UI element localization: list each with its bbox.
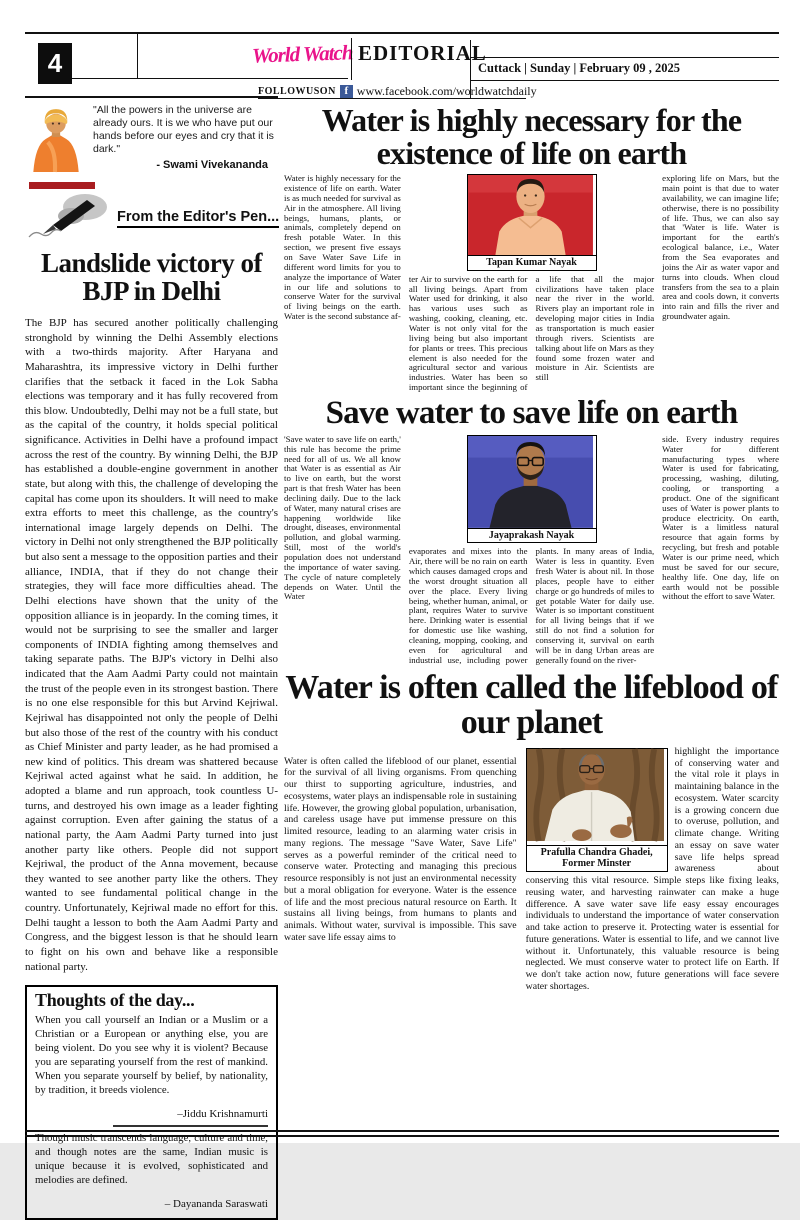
- red-accent-bar: [29, 182, 95, 189]
- prafulla-chandra-ghadei-photo: [526, 748, 668, 872]
- world-watch-logo: World Watch: [251, 40, 353, 68]
- editors-pen-block: [25, 191, 278, 246]
- article2-column-1: 'Save water to save life on earth,' this rule has become the prime need for all of us. We all know that Water is as essential as Air to live on earth, but the worst part is that fresh Water has been declining daily. Due to the lack of Water, many natural crises are happening worldwide like drought, diseases, environmental pollution, and global warming. Still, most of the world's population does not understand the importance of water saving. The cycle of nature completely depends on Water. Until the Water: [284, 433, 401, 602]
- article3-body: [284, 746, 779, 993]
- thought-attribution-1: –Jiddu Krishnamurti: [177, 1108, 268, 1121]
- article3-column-right-text: highlight the importance of conserving water and the vital role it plays in maintaining balance in the ecosystem. Water scarcity is a growing concern due to overuse, pollution, and climate change. Writing an essay on save water save life helps spread awareness about conserving this vital resource. Simple steps like fixing leaks, reusing water, and harvesting rainwater can make a huge difference. A save water save life easy essay encourages individuals to understand the importance of water conservation and take action to preserve it. Protecting water is essential for future generations. Water is essential to life, and we cannot live without it. Unfortunately, this valuable resource is being neglected. We must conserve water to protect life on Earth. If we don't take action now, future generations will face severe water shortages.: [525, 745, 779, 992]
- jayaprakash-nayak-photo: [467, 435, 597, 544]
- article1-column-4: exploring life on Mars, but the main point is that due to water availability, we can imagine life; otherwise, there is no possibility of life. Thus, we can also say that 'Water is life. Water is important for the earth's ecological balance, i.e., Water from the Sea evaporates and joins the Air as water vapor and turns into clouds. When cloud transfers from the sea to a plain area and cools down, it converts into rain and fills the river and groundwater again.: [662, 173, 779, 322]
- vivekananda-quote: "All the powers in the universe are already ours. It is we who have put our hands before our eyes and cry that it is dark.": [93, 104, 274, 156]
- masthead: [0, 30, 800, 100]
- tapan-kumar-nayak-photo: [467, 174, 597, 271]
- quote-of-day-block: [25, 104, 278, 177]
- follow-underline-rule: [258, 98, 526, 99]
- article3-column-left: Water is often called the lifeblood of our planet, essential for the survival of all living organisms. From quenching our thirst to supporting agriculture, industries, and ecosystems, water plays an indispensable role in sustaining life. However, the growing global population, urbanisation, and careless usage have put immense pressure on this limited resource, leading to an alarming water crisis in many regions. The message "Save Water, Save Life" serves as a powerful reminder of the critical need to conserve water. Protecting and managing this precious resource responsibly is not just an environmental necessity but a moral obligation for everyone. Water is the essence of life and the most precious natural resource on Earth. It sustains all living beings, from humans to plants and animals. Without water, survival is impossible. This save water save life essay aims to: [284, 755, 517, 943]
- articles-region: [284, 102, 779, 1115]
- article1-columns-middle: [409, 174, 654, 393]
- thoughts-divider: [113, 1125, 268, 1127]
- dateline-rule-bottom: [470, 80, 779, 81]
- left-column: [25, 102, 280, 1211]
- top-rule: [25, 32, 779, 34]
- article2-column-4: side. Every industry requires Water for different manufacturing types where Water is used for fabricating, processing, washing, diluting, cooling, or transporting a product. One of the significant uses of Water is power plants to produce electricity. On earth, Water is a limitless natural resource that again forms by recycling, but fresh and potable Water is our prime need, which must be saved for our secure, healthy life. One day, life on earth would not be possible without the effort to save Water.: [662, 433, 779, 602]
- article1-headline: Water is highly necessary for the existence of life on earth: [321, 102, 742, 171]
- swami-vivekananda-portrait: [25, 104, 87, 177]
- header-divider-1: [137, 32, 138, 79]
- article2-photo-caption: Jayaprakash Nayak: [468, 528, 596, 543]
- editors-pen-label: From the Editor's Pen...: [117, 209, 279, 228]
- article2-body: [284, 435, 779, 666]
- left-column-top-rule: [25, 96, 278, 98]
- page-number: 4: [47, 48, 63, 78]
- article1-columns-2-3-text: ter Air to survive on the earth for all living beings. Apart from Water used for drinking, it also has various uses such as washing, cooking, cleaning, etc. Water is not only vital for the living being but also important for plants or trees. This precious element is also needed for the agricultural sector and various industries. Water has been so important since the beginning of a life that all the major civilizations have taken place near the river in the world. Rivers play an important role in developing major cities in India as transportation is much easier through rivers. Scientists are talking about life on Mars as they found some frozen water and moisture in Air. Scientists are still: [408, 273, 655, 393]
- article1-photo-caption: Tapan Kumar Nayak: [468, 255, 596, 270]
- article3-column-right: [526, 746, 779, 993]
- dateline: Cuttack | Sunday | February 09 , 2025: [478, 61, 681, 75]
- header-divider-2: [351, 38, 352, 80]
- page-bottom-rule: [25, 1130, 779, 1137]
- section-title: EDITORIAL: [358, 41, 487, 65]
- article3-photo-caption: Prafulla Chandra Ghadei, Former Minster: [527, 845, 667, 871]
- article1-body: [284, 174, 779, 393]
- article2-headline: Save water to save life on earth: [325, 394, 738, 431]
- thought-quote-2: Though music transcends language, culture and time, and though notes are the same, Indian music is unique because it is evolved, sophisticated and melodies are defined.: [35, 1132, 268, 1187]
- article3-headline: Water is often called the lifeblood of our planet: [285, 668, 778, 742]
- editorial-body: The BJP has secured another politically challenging stronghold by winning the Delhi Assembly elections with a two-thirds majority. After Haryana and Maharashtra, its impressive victory in Delhi further clarifies that the setback it faced in the Lok Sabha elections was temporary and it has fully recovered from this blow. Undoubtedly, Delhi may not be a full state, but as the capital of the country, it holds special political significance. Activities in Delhi have a profound impact across the rest of the country. By winning Delhi, the BJP has established a double-engine government in another state, but along with this, the challenge of developing the capital has come upon its shoulders. It will need to make extra efforts to meet this challenge, as the country's international image largely depends on Delhi. The victory in Delhi not only strengthened the BJP politically but also sent a message to the opposition parties and their alliance, INDIA, that if they do not change their strategies, they will face more difficulties ahead. The Delhi elections have shown that the unity of the opposition alliance is in jeopardy. In the coming times, it would not be surprising to see the smaller and larger components of INDIA fighting among themselves and taking separate paths. The BJP's victory in Delhi also indicated that the Aam Aadmi Party could not maintain the trust of the people even in its strongest bastion. There is no one else responsible for this but Arvind Kejriwal. Kejriwal has disappointed not only the people of Delhi but also those of the rest of the country with his conduct as Chief Minister and party leader, as he had promised a new kind of politics. This dream was shattered because Kejriwal acted against what he said. In addition, he adopted a blame and run approach, took countless U-turns, and destroyed his own image as a leader fighting against corruption. Even after gaining the status of a national party, the Aam Aadmi Party turned into just another party like others. People did not support Kejriwal, the product of the Anna movement, because they wanted to see another party like the others. They wanted to see fundamental political change in the country. Unfortunately, Kejriwal made no effort for this. Delhi taught a lesson to both the Aam Aadmi Party and Congress, and the biggest lesson is that he should learn to fight on his own and behave like a responsible national party.: [25, 317, 278, 973]
- vivekananda-attribution: - Swami Vivekananda: [156, 158, 268, 171]
- header-rule-left: [72, 78, 348, 79]
- thought-attribution-2: – Dayananda Saraswati: [164, 1198, 268, 1211]
- article1-column-1: Water is highly necessary for the existence of life on earth. Water is as much needed for survival as Air in the atmosphere. All living beings, humans, plants, or animals, completely depend on fresh potable Water. In this section, we present five essays on Save Water Save Life in different word limits for you to analyze the importance of Water in our life and solutions to conserve Water for the survival of living beings on the earth. Water is the second substance af-: [284, 173, 401, 322]
- page-content: [25, 102, 779, 1211]
- follow-us-label: FOLLOWUSON: [258, 86, 336, 97]
- thought-quote-1: When you call yourself an Indian or a Muslim or a Christian or a European or anything else, you are being violent. Do you see why it is violent? Because you are separating yourself from the rest of mankind. When you separate yourself by belief, by nationality, by tradition, it breeds violence.: [35, 1014, 268, 1097]
- dateline-rule-top: [470, 57, 779, 58]
- facebook-url: www.facebook.com/worldwatchdaily: [356, 84, 537, 98]
- follow-row: [258, 84, 537, 99]
- editors-pen-icon: [25, 191, 109, 246]
- quote-text-block: [93, 104, 278, 171]
- article2-columns-middle: [409, 435, 654, 666]
- thoughts-of-the-day-box: [25, 985, 278, 1220]
- editorial-headline: Landslide victory of BJP in Delhi: [40, 248, 262, 306]
- article2-columns-2-3-text: evaporates and mixes into the Air, there will be no rain on earth which causes damaged crops and the worst drought situation all over the place. Every living being, whether human, animal, or plant, requires Water to survive here. Drinking water is essential for domestic use like washing, cleaning, mopping, cooking, and even for agricultural and industrial use, including power plants. In many areas of India, Water is less in quantity. Even fresh Water is about nil. In those places, people have to either charge or go hundreds of miles to get potable Water for daily use. Water is so important constituent for all living beings that if we still do not find a solution for conserving it, survival on earth will be in dang Urban areas are generally found on the river-: [408, 546, 655, 665]
- thoughts-title: Thoughts of the day...: [35, 990, 195, 1011]
- page-number-box: [38, 43, 72, 84]
- facebook-icon: f: [340, 85, 353, 98]
